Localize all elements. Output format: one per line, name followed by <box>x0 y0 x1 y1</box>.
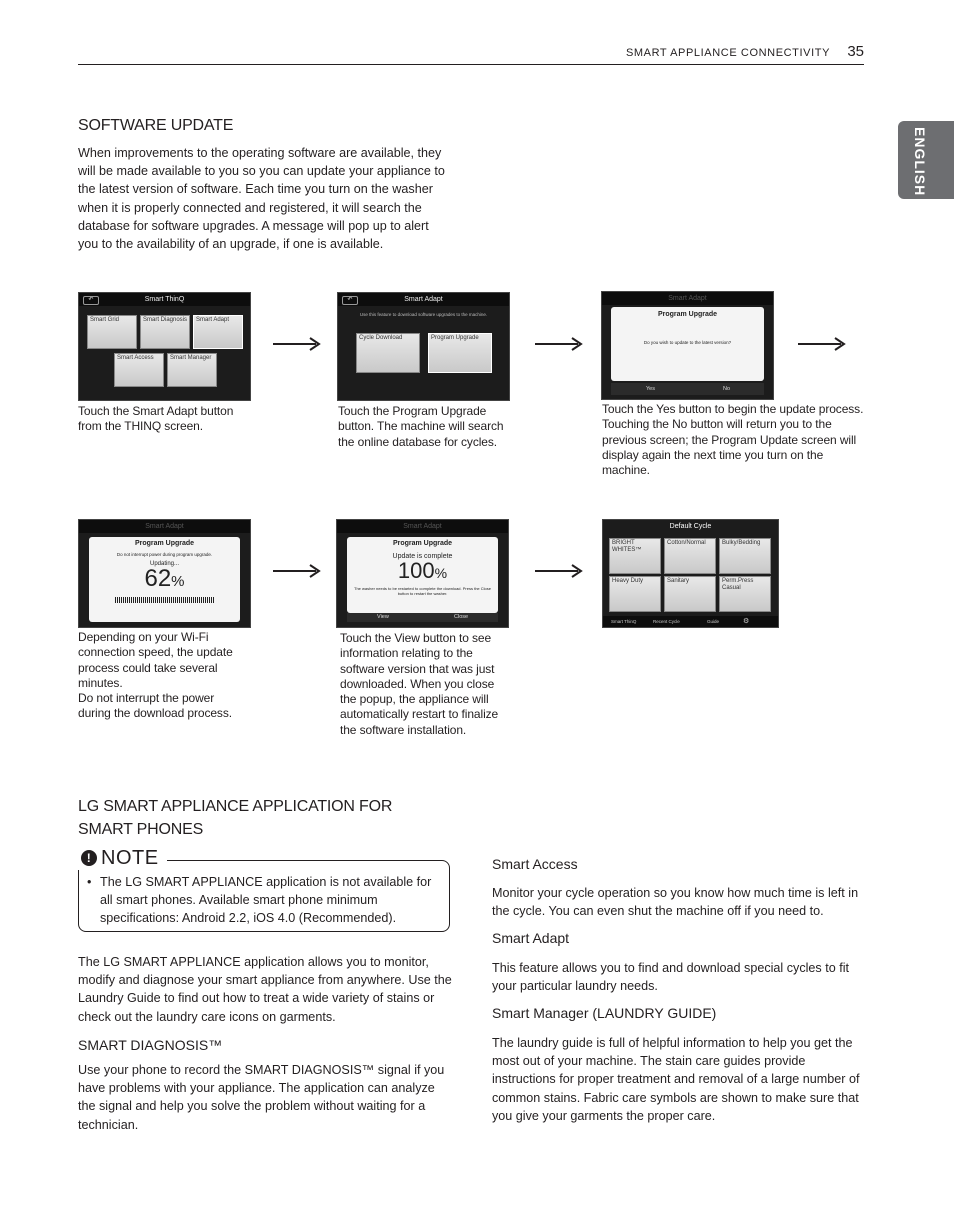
back-icon: ↶ <box>342 296 358 305</box>
dialog-message: The washer needs to be restarted to complete the download. Press the Close button to restart the washer. <box>354 586 491 596</box>
progress-dialog: Program Upgrade Do not interrupt power during program upgrade. Updating... 62% <box>89 537 240 622</box>
screen-upgrade-confirm <box>601 291 774 400</box>
back-icon: ↶ <box>83 296 99 305</box>
arrow-icon <box>534 564 584 578</box>
bottom-bar <box>603 616 778 627</box>
dialog-status: Updating... <box>149 561 180 567</box>
page-number: 35 <box>847 43 864 60</box>
recent-cycle-link: Recent Cycle <box>653 619 680 624</box>
tile-smart-grid: Smart Grid <box>87 315 137 349</box>
software-update-heading: SOFTWARE UPDATE <box>78 117 234 134</box>
exclamation-icon: ! <box>81 850 97 866</box>
language-tab <box>898 121 954 199</box>
screen-smart-thinq <box>78 292 251 401</box>
screen-message: Use this feature to download software upgrades to the machine. <box>359 312 488 317</box>
note-body: The LG SMART APPLIANCE application is not available for all smart phones. Available smart phone minimum specifications: Android 2.2, iOS 4.0 (Recommended). <box>100 875 432 925</box>
dialog-title: Program Upgrade <box>657 311 718 318</box>
tile-cotton-normal: Cotton/Normal <box>664 538 716 574</box>
language-tab-label: ENGLISH <box>912 127 928 197</box>
dialog-title: Program Upgrade <box>392 540 453 547</box>
no-button: No <box>723 386 731 392</box>
tile-cycle-download: Cycle Download <box>356 333 420 373</box>
caption-step-4a: Depending on your Wi-Fi connection speed, the update process could take several minutes. <box>78 630 233 690</box>
close-button: Close <box>454 614 469 620</box>
tile-smart-diagnosis: Smart Diagnosis <box>140 315 190 349</box>
screen-smart-adapt <box>337 292 510 401</box>
note-box <box>78 847 450 932</box>
screen-title: Smart Adapt <box>403 523 442 530</box>
gear-icon: ⚙ <box>743 618 750 625</box>
complete-dialog: Program Upgrade Update is complete 100% The washer needs to be restarted to complete the download. Press the Close button to restart the washer. <box>347 537 498 613</box>
screen-updating <box>78 519 251 628</box>
dialog-title: Program Upgrade <box>134 540 195 547</box>
lg-app-heading-line1: LG SMART APPLIANCE APPLICATION FOR <box>78 798 393 815</box>
arrow-icon <box>272 337 322 351</box>
tile-bulky-bedding: Bulky/Bedding <box>719 538 771 574</box>
smart-adapt-heading: Smart Adapt <box>492 930 570 946</box>
yes-button: Yes <box>646 386 655 392</box>
tile-bright-whites: BRIGHT WHITES™ <box>609 538 661 574</box>
smart-manager-heading: Smart Manager (LAUNDRY GUIDE) <box>492 1005 717 1021</box>
tile-sanitary: Sanitary <box>664 576 716 612</box>
caption-step-4 <box>78 630 250 722</box>
software-update-body: When improvements to the operating software are available, they will be made available to you so you can update your appliance to the latest version of software. Each time you turn on the washer when it is properly connected and registered, it will search the database for software upgrades. A message will pop up to alert you to the availability of an upgrade, if one is available. <box>78 146 445 252</box>
progress-bar <box>115 597 215 603</box>
smart-access-heading: Smart Access <box>492 856 578 872</box>
screen-title: Smart Adapt <box>668 295 707 302</box>
caption-step-4b: Do not interrupt the power during the download process. <box>78 691 232 721</box>
note-title <box>75 847 167 870</box>
caption-step-3: Touch the Yes button to begin the update process. Touching the No button will return you to the previous screen; the Program Update screen will display again the next time you turn on the machine. <box>602 402 864 478</box>
lg-app-body: The LG SMART APPLIANCE application allows you to monitor, modify and diagnose your smart appliance from anywhere. Use the Laundry Guide to find out how to treat a wide variety of stains or check out the laundry care icons on garments. <box>78 955 452 1024</box>
screen-default-cycle <box>602 519 779 628</box>
arrow-icon <box>272 564 322 578</box>
guide-link: Guide <box>707 619 720 624</box>
smart-access-body: Monitor your cycle operation so you know how much time is left in the cycle. You can even shut the machine off if you need to. <box>492 886 859 919</box>
dialog-buttons <box>347 613 498 622</box>
dialog-buttons <box>611 383 764 395</box>
note-label: NOTE <box>101 847 159 869</box>
progress-percent: 62 <box>144 565 172 592</box>
smart-diagnosis-heading: SMART DIAGNOSIS™ <box>78 1037 223 1053</box>
tile-smart-manager: Smart Manager <box>167 353 217 387</box>
smart-adapt-body: This feature allows you to find and download special cycles to fit your particular laundry needs. <box>492 961 850 994</box>
tile-smart-access: Smart Access <box>114 353 164 387</box>
tile-smart-adapt: Smart Adapt <box>193 315 243 349</box>
confirm-dialog <box>611 307 764 381</box>
screen-update-complete <box>336 519 509 628</box>
section-title: SMART APPLIANCE CONNECTIVITY <box>625 47 830 59</box>
note-bullet: • <box>87 875 92 889</box>
tile-perm-press: Perm.Press Casual <box>719 576 771 612</box>
tile-program-upgrade: Program Upgrade <box>428 333 492 373</box>
dialog-status: Update is complete <box>392 553 453 560</box>
smart-manager-body: The laundry guide is full of helpful information to help you get the most out of your machine. The stain care guides provide instructions for proper treatment and removal of a large number of common stains. Fabric care symbols are shown to make sure that you give your garments the proper care. <box>492 1036 860 1123</box>
note-text <box>87 873 437 927</box>
screen-title: Smart Adapt <box>404 296 443 303</box>
lg-app-heading-line2: SMART PHONES <box>78 821 204 838</box>
caption-step-5: Touch the View button to see information relating to the software version that was just downloaded. When you close the popup, the appliance will automatically restart to finalize the software installation. <box>340 631 499 737</box>
dialog-warning: Do not interrupt power during program upgrade. <box>116 552 213 557</box>
lg-app-heading <box>78 795 458 841</box>
tile-heavy-duty: Heavy Duty <box>609 576 661 612</box>
caption-step-1: Touch the Smart Adapt button from the THINQ screen. <box>78 404 234 434</box>
arrow-icon <box>534 337 584 351</box>
view-button: View <box>377 614 389 620</box>
smart-diagnosis-body: Use your phone to record the SMART DIAGNOSIS™ signal if you have problems with your appliance. The application can analyze the signal and help you solve the problem without waiting for a technician. <box>78 1063 445 1132</box>
caption-step-2: Touch the Program Upgrade button. The machine will search the online database for cycles. <box>338 404 504 449</box>
smart-thinq-link: Smart ThinQ <box>611 619 637 624</box>
page-header <box>78 43 864 65</box>
screen-title: Default Cycle <box>669 523 712 530</box>
dialog-question: Do you wish to update to the latest version? <box>643 340 732 345</box>
screen-title: Smart Adapt <box>145 523 184 530</box>
arrow-icon <box>797 337 847 351</box>
progress-percent: 100 <box>397 558 435 583</box>
screen-title: Smart ThinQ <box>144 296 185 303</box>
